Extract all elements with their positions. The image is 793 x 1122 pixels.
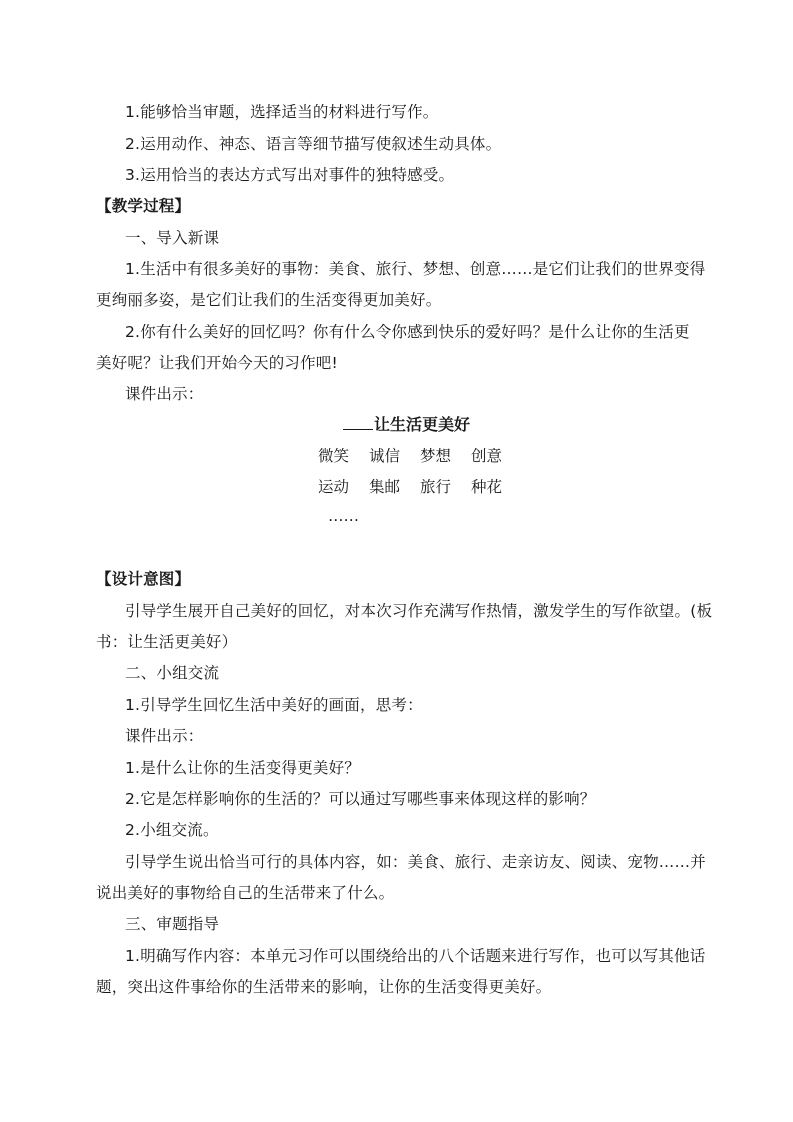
- section2-q2: 2.它是怎样影响你的生活的？可以通过写哪些事来体现这样的影响？: [125, 790, 596, 808]
- section2-title: 二、小组交流: [125, 664, 220, 682]
- topic-word: 微笑: [318, 447, 350, 465]
- topic-ellipsis: ……: [328, 507, 359, 525]
- section1-p1-line1: 1.生活中有很多美好的事物：美食、旅行、梦想、创意……是它们让我们的世界变得: [125, 260, 706, 278]
- section1-p2-line2: 美好呢？让我们开始今天的习作吧!: [96, 354, 338, 372]
- topic-word: 种花: [471, 478, 503, 496]
- section1-courseware: 课件出示：: [125, 385, 204, 403]
- section2-courseware: 课件出示：: [125, 727, 204, 745]
- section3-item1-line2: 题，突出这件事给你的生活带来的影响，让你的生活变得更美好。: [96, 978, 552, 996]
- topic-row-1: [318, 446, 522, 466]
- goal-1: 1.能够恰当审题，选择适当的材料进行写作。: [125, 103, 439, 121]
- section2-guide-line1: 引导学生说出恰当可行的具体内容，如：美食、旅行、走亲访友、阅读、宠物……并: [125, 853, 706, 871]
- design-line1: 引导学生展开自己美好的回忆，对本次习作充满写作热情，激发学生的写作欲望。(板: [125, 602, 713, 620]
- topic-word: 运动: [318, 478, 350, 496]
- board-title-text: 让生活更美好: [374, 415, 471, 434]
- design-line2: 书：让生活更美好）: [96, 633, 238, 651]
- design-heading: 【设计意图】: [96, 570, 191, 588]
- section1-title: 一、导入新课: [125, 229, 220, 247]
- section1-p2-line1: 2.你有什么美好的回忆吗？你有什么令你感到快乐的爱好吗？是什么让你的生活更: [125, 323, 690, 341]
- title-blank: [343, 414, 373, 430]
- section2-guide-line2: 说出美好的事物给自己的生活带来了什么。: [96, 884, 395, 902]
- goal-2: 2.运用动作、神态、语言等细节描写使叙述生动具体。: [125, 135, 502, 153]
- section3-item1-line1: 1.明确写作内容：本单元习作可以围绕给出的八个话题来进行写作，也可以写其他话: [125, 947, 706, 965]
- section1-p1-line2: 更绚丽多姿，是它们让我们的生活变得更加美好。: [96, 291, 442, 309]
- section2-item1: 1.引导学生回忆生活中美好的画面，思考：: [125, 696, 423, 714]
- section3-title: 三、审题指导: [125, 915, 220, 933]
- goal-3: 3.运用恰当的表达方式写出对事件的独特感受。: [125, 166, 455, 184]
- topic-word: 集邮: [369, 478, 401, 496]
- section2-item2: 2.小组交流。: [125, 821, 219, 839]
- topic-word: 旅行: [420, 478, 452, 496]
- topic-word: 诚信: [369, 447, 401, 465]
- section2-q1: 1.是什么让你的生活变得更美好？: [125, 759, 360, 777]
- process-heading: 【教学过程】: [96, 197, 191, 215]
- board-title: [343, 414, 470, 435]
- topic-word: 梦想: [420, 447, 452, 465]
- topic-row-2: [318, 477, 522, 497]
- topic-word: 创意: [471, 447, 503, 465]
